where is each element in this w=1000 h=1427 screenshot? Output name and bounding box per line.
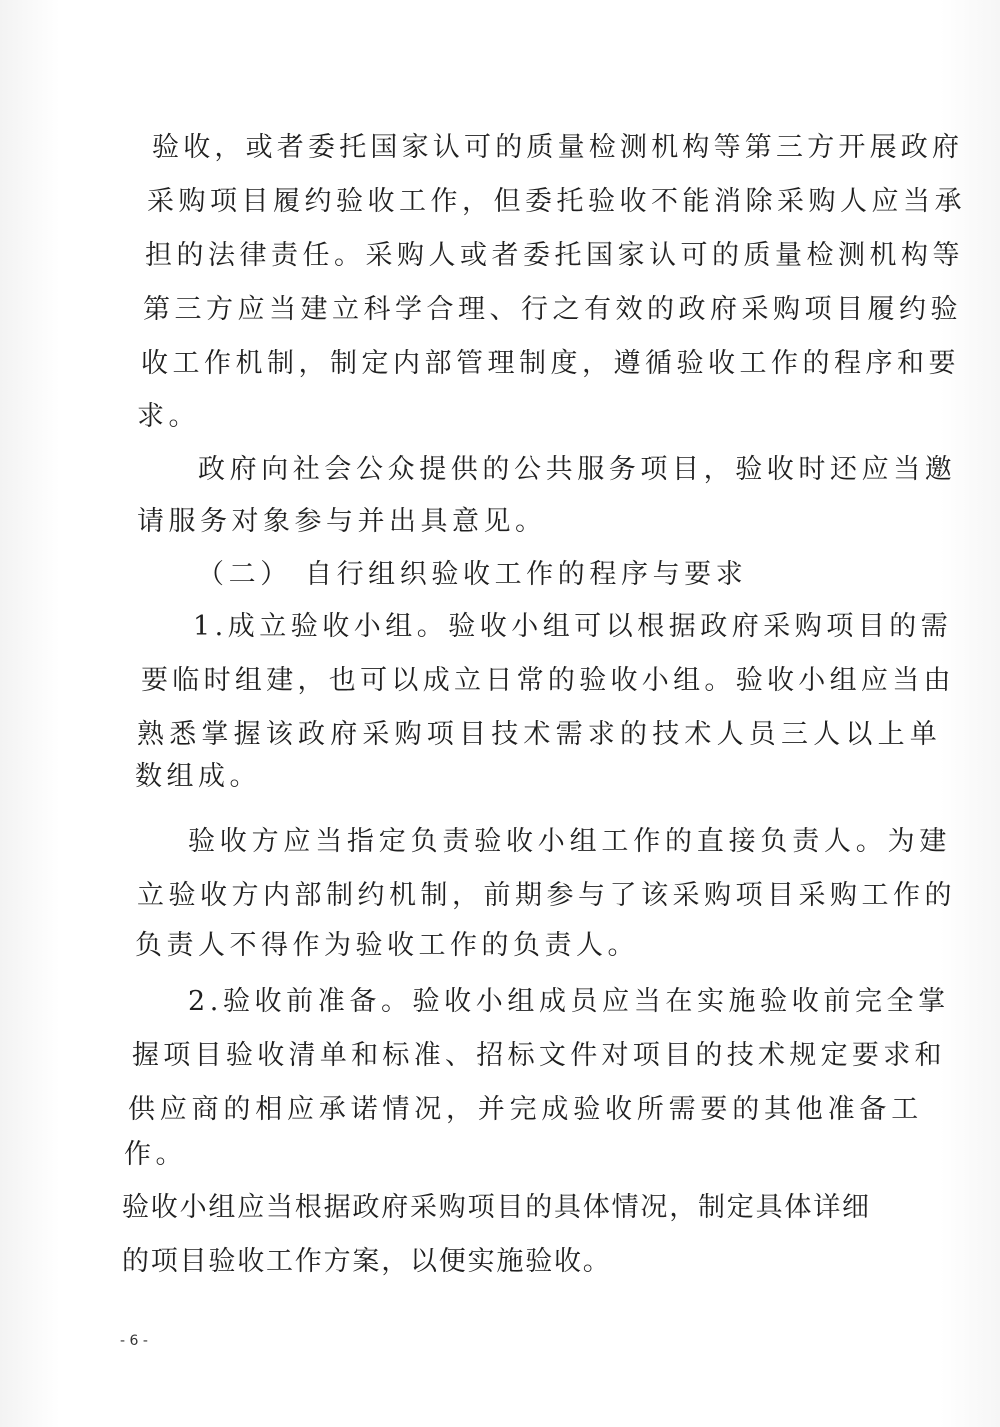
text-line: 担的法律责任。采购人或者委托国家认可的质量检测机构等 [145,240,964,271]
text-line: 第三方应当建立科学合理、行之有效的政府采购项目履约验 [143,294,962,325]
text-line: 请服务对象参与并出具意见。 [137,506,547,537]
section-heading: （二） 自行组织验收工作的程序与要求 [197,559,748,590]
text-line: 熟悉掌握该政府采购项目技术需求的技术人员三人以上单 [137,719,942,750]
text-line: 作。 [124,1139,187,1170]
text-line: 供应商的相应承诺情况，并完成验收所需要的其他准备工 [128,1094,923,1125]
text-line: 政府向社会公众提供的公共服务项目，验收时还应当邀 [198,454,957,485]
text-line: 求。 [137,401,200,432]
text-line: 要临时组建，也可以成立日常的验收小组。验收小组应当由 [141,665,955,696]
text-line: 立验收方内部制约机制，前期参与了该采购项目采购工作的 [137,880,956,911]
text-line: 验收小组应当根据政府采购项目的具体情况，制定具体详细 [122,1192,871,1223]
text-line: 2.验收前准备。验收小组成员应当在实施验收前完全掌 [188,986,950,1017]
text-line: 数组成。 [135,761,261,792]
text-line: 1.成立验收小组。验收小组可以根据政府采购项目的需 [193,611,953,642]
text-line: 握项目验收清单和标准、招标文件对项目的技术规定要求和 [132,1040,946,1071]
page-number: - 6 - [120,1333,148,1349]
text-line: 收工作机制，制定内部管理制度，遵循验收工作的程序和要 [141,348,960,379]
text-line: 验收，或者委托国家认可的质量检测机构等第三方开展政府 [152,132,964,163]
text-line: 验收方应当指定负责验收小组工作的直接负责人。为建 [188,826,952,857]
text-line: 采购项目履约验收工作，但委托验收不能消除采购人应当承 [147,186,966,217]
text-line: 的项目验收工作方案，以便实施验收。 [122,1246,612,1277]
text-line: 负责人不得作为验收工作的负责人。 [135,930,639,961]
